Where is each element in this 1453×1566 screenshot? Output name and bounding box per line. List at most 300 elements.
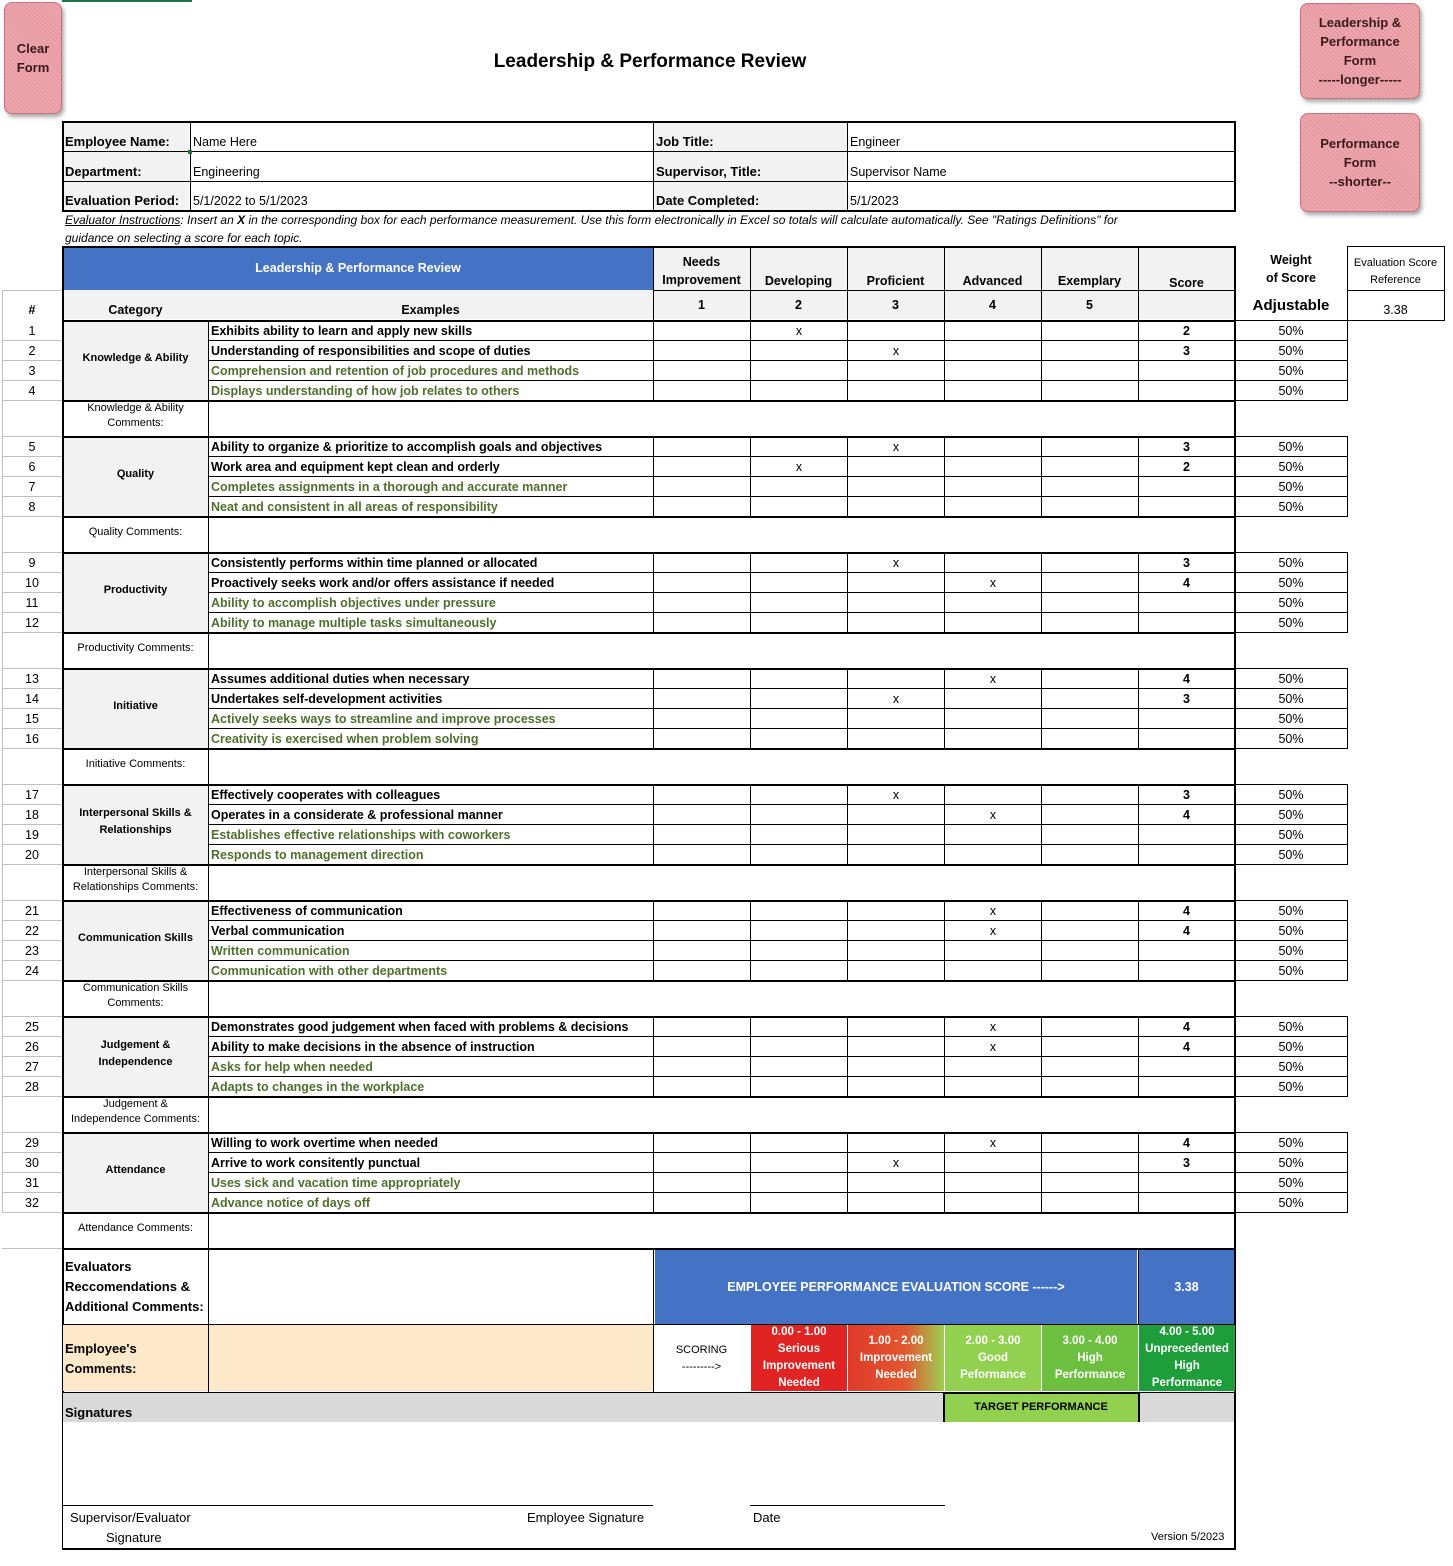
rating-cell[interactable] bbox=[945, 613, 1041, 632]
row-weight: 50% bbox=[1278, 944, 1304, 958]
comments-input[interactable] bbox=[209, 401, 1234, 435]
row-weight: 50% bbox=[1278, 460, 1304, 474]
rating-cell[interactable] bbox=[848, 941, 944, 960]
rating-cell[interactable] bbox=[848, 1173, 944, 1192]
rating-cell[interactable] bbox=[654, 381, 750, 400]
row-weight: 50% bbox=[1278, 384, 1304, 398]
example-text: Written communication bbox=[211, 944, 350, 958]
score-band bbox=[848, 1325, 944, 1391]
grid-line bbox=[62, 1016, 64, 1133]
score-band-text: Unprecedented bbox=[1145, 1343, 1229, 1355]
row-weight: 50% bbox=[1278, 596, 1304, 610]
rating-cell[interactable] bbox=[751, 689, 847, 708]
rating-cell[interactable] bbox=[1042, 1153, 1138, 1172]
rating-cell[interactable] bbox=[751, 785, 847, 804]
row-weight: 50% bbox=[1278, 1080, 1304, 1094]
rating-cell[interactable] bbox=[1042, 593, 1138, 612]
comments-input[interactable] bbox=[209, 865, 1234, 899]
rating-header-name: Advanced bbox=[962, 274, 1023, 288]
rating-cell[interactable] bbox=[848, 961, 944, 980]
grid-line bbox=[1234, 1132, 1236, 1249]
rating-cell[interactable] bbox=[945, 593, 1041, 612]
rating-cell[interactable] bbox=[848, 689, 944, 708]
rating-cell[interactable] bbox=[848, 729, 944, 748]
row-number: 2 bbox=[28, 344, 36, 358]
rating-cell[interactable] bbox=[945, 1133, 1041, 1152]
rating-cell[interactable] bbox=[848, 381, 944, 400]
rating-cell[interactable] bbox=[848, 1133, 944, 1152]
row-weight: 50% bbox=[1278, 500, 1304, 514]
rating-cell[interactable] bbox=[945, 961, 1041, 980]
rating-cell[interactable] bbox=[654, 341, 750, 360]
grid-line bbox=[2, 824, 62, 825]
rating-cell[interactable] bbox=[848, 573, 944, 592]
rating-cell[interactable] bbox=[751, 1057, 847, 1076]
rating-cell[interactable] bbox=[848, 1057, 944, 1076]
rating-cell[interactable] bbox=[945, 845, 1041, 864]
grid-line bbox=[1041, 1016, 1042, 1096]
grid-line bbox=[847, 900, 848, 980]
row-score: 3 bbox=[1183, 556, 1190, 570]
rating-cell[interactable] bbox=[751, 341, 847, 360]
grid-line bbox=[62, 1132, 64, 1249]
rating-cell[interactable] bbox=[751, 381, 847, 400]
grid-line bbox=[2, 572, 62, 573]
rating-cell[interactable] bbox=[945, 1037, 1041, 1056]
grid-line bbox=[2, 400, 62, 401]
rating-cell[interactable] bbox=[848, 845, 944, 864]
rating-cell[interactable] bbox=[654, 1173, 750, 1192]
rating-cell[interactable] bbox=[654, 805, 750, 824]
grid-line bbox=[2, 290, 62, 291]
rating-cell[interactable] bbox=[654, 825, 750, 844]
rating-cell[interactable] bbox=[751, 593, 847, 612]
rating-cell[interactable] bbox=[945, 477, 1041, 496]
comments-input[interactable] bbox=[209, 1213, 1234, 1247]
grid-line bbox=[2, 592, 62, 593]
rating-cell[interactable] bbox=[945, 729, 1041, 748]
grid-line bbox=[62, 1212, 1236, 1214]
rating-cell[interactable] bbox=[751, 709, 847, 728]
rating-cell[interactable] bbox=[848, 457, 944, 476]
rating-cell[interactable] bbox=[848, 361, 944, 380]
rating-cell[interactable] bbox=[654, 689, 750, 708]
rating-cell[interactable] bbox=[1042, 669, 1138, 688]
rating-mark: x bbox=[892, 1156, 900, 1170]
rating-cell[interactable] bbox=[848, 437, 944, 456]
example-text: Willing to work overtime when needed bbox=[211, 1136, 439, 1150]
clear-form-button[interactable]: Clear Form bbox=[4, 2, 62, 114]
row-score: 2 bbox=[1183, 460, 1190, 474]
grid-line bbox=[1235, 688, 1348, 689]
rating-cell[interactable] bbox=[751, 1193, 847, 1212]
grid-line bbox=[2, 552, 62, 553]
rating-cell[interactable] bbox=[1042, 1193, 1138, 1212]
rating-cell[interactable] bbox=[654, 497, 750, 516]
score-band bbox=[945, 1325, 1041, 1391]
grid-line bbox=[750, 436, 751, 516]
rating-cell[interactable] bbox=[1042, 729, 1138, 748]
row-number: 10 bbox=[25, 576, 39, 590]
rating-cell[interactable] bbox=[945, 709, 1041, 728]
rating-cell[interactable] bbox=[945, 573, 1041, 592]
rating-mark: x bbox=[989, 904, 997, 918]
header-hash: # bbox=[28, 303, 36, 317]
rating-cell[interactable] bbox=[1042, 321, 1138, 340]
row-number: 20 bbox=[25, 848, 39, 862]
row-score: 2 bbox=[1183, 324, 1190, 338]
grid-line bbox=[1041, 900, 1042, 980]
rating-mark: x bbox=[795, 460, 803, 474]
rating-cell[interactable] bbox=[1042, 573, 1138, 592]
comments-input[interactable] bbox=[209, 749, 1234, 783]
rating-cell[interactable] bbox=[848, 477, 944, 496]
grid-line bbox=[2, 476, 62, 477]
rating-mark: x bbox=[892, 344, 900, 358]
rating-cell[interactable] bbox=[945, 921, 1041, 940]
grid-line bbox=[750, 900, 751, 980]
grid-line bbox=[208, 784, 209, 900]
grid-line bbox=[1234, 552, 1236, 669]
comments-input[interactable] bbox=[209, 517, 1234, 551]
score-band-text: 0.00 - 1.00 bbox=[771, 1326, 827, 1338]
rating-mark: x bbox=[989, 808, 997, 822]
rating-cell[interactable] bbox=[945, 457, 1041, 476]
rating-cell[interactable] bbox=[945, 361, 1041, 380]
row-weight: 50% bbox=[1278, 672, 1304, 686]
rating-cell[interactable] bbox=[751, 729, 847, 748]
rating-cell[interactable] bbox=[654, 593, 750, 612]
rating-cell[interactable] bbox=[1042, 1057, 1138, 1076]
grid-line bbox=[1235, 804, 1348, 805]
performance-form-shorter-button[interactable]: Performance Form --shorter-- bbox=[1300, 113, 1420, 212]
rating-cell[interactable] bbox=[751, 845, 847, 864]
rating-cell[interactable] bbox=[751, 1037, 847, 1056]
grid-line bbox=[750, 784, 751, 864]
grid-line bbox=[1235, 400, 1348, 401]
signatures-label: Signatures bbox=[65, 1405, 133, 1420]
rating-cell[interactable] bbox=[654, 477, 750, 496]
comments-input[interactable] bbox=[209, 633, 1234, 667]
score-band-text: 4.00 - 5.00 bbox=[1159, 1326, 1215, 1338]
rating-cell[interactable] bbox=[654, 613, 750, 632]
rating-cell[interactable] bbox=[848, 1037, 944, 1056]
row-weight: 50% bbox=[1278, 324, 1304, 338]
rating-cell[interactable] bbox=[751, 921, 847, 940]
rating-header-number: 2 bbox=[795, 298, 802, 312]
rating-cell[interactable] bbox=[848, 901, 944, 920]
rating-cell[interactable] bbox=[945, 553, 1041, 572]
row-number: 6 bbox=[28, 460, 36, 474]
rating-cell[interactable] bbox=[945, 1193, 1041, 1212]
page-title: Leadership & Performance Review bbox=[493, 51, 807, 72]
rating-cell[interactable] bbox=[945, 1017, 1041, 1036]
category-label: Interpersonal Skills & bbox=[79, 807, 192, 819]
grid-line bbox=[847, 1016, 848, 1096]
rating-cell[interactable] bbox=[751, 1017, 847, 1036]
rating-cell[interactable] bbox=[848, 1017, 944, 1036]
grid-line bbox=[62, 320, 64, 437]
rating-cell[interactable] bbox=[848, 321, 944, 340]
rating-cell[interactable] bbox=[945, 1153, 1041, 1172]
grid-line bbox=[2, 380, 62, 381]
score-band-text: 3.00 - 4.00 bbox=[1062, 1334, 1118, 1347]
row-number: 14 bbox=[25, 692, 39, 706]
grid-line bbox=[62, 980, 1236, 982]
rating-cell[interactable] bbox=[751, 961, 847, 980]
grid-line bbox=[1235, 1212, 1348, 1213]
rating-cell[interactable] bbox=[751, 573, 847, 592]
rating-cell[interactable] bbox=[1042, 941, 1138, 960]
rating-cell[interactable] bbox=[654, 709, 750, 728]
rating-cell[interactable] bbox=[1042, 361, 1138, 380]
rating-cell[interactable] bbox=[1042, 437, 1138, 456]
rating-cell[interactable] bbox=[848, 825, 944, 844]
rating-cell[interactable] bbox=[654, 1077, 750, 1096]
row-weight: 50% bbox=[1278, 828, 1304, 842]
rating-cell[interactable] bbox=[654, 573, 750, 592]
grid-line bbox=[62, 1132, 1236, 1134]
rating-cell[interactable] bbox=[751, 477, 847, 496]
row-number: 32 bbox=[25, 1196, 39, 1210]
grid-line bbox=[2, 900, 62, 901]
rating-cell[interactable] bbox=[654, 361, 750, 380]
rating-cell[interactable] bbox=[654, 901, 750, 920]
rating-cell[interactable] bbox=[751, 457, 847, 476]
rating-cell[interactable] bbox=[654, 1037, 750, 1056]
rating-cell[interactable] bbox=[945, 1057, 1041, 1076]
score-band-text: 1.00 - 2.00 bbox=[868, 1334, 924, 1347]
rating-cell[interactable] bbox=[945, 1173, 1041, 1192]
example-text: Ability to make decisions in the absence of instruction bbox=[211, 1040, 535, 1054]
employee-comments-label: Comments: bbox=[65, 1361, 137, 1376]
rating-cell[interactable] bbox=[1042, 961, 1138, 980]
rating-cell[interactable] bbox=[848, 785, 944, 804]
rating-cell[interactable] bbox=[945, 437, 1041, 456]
grid-line bbox=[208, 552, 209, 668]
reference-label: Reference bbox=[1370, 274, 1421, 286]
rating-cell[interactable] bbox=[654, 553, 750, 572]
rating-cell[interactable] bbox=[1042, 553, 1138, 572]
row-number: 13 bbox=[25, 672, 39, 686]
grid-line bbox=[944, 320, 945, 400]
score-band-text: Needed bbox=[778, 1377, 820, 1389]
rating-cell[interactable] bbox=[945, 669, 1041, 688]
example-text: Establishes effective relationships with coworkers bbox=[211, 828, 511, 842]
rating-cell[interactable] bbox=[848, 553, 944, 572]
grid-line bbox=[847, 784, 848, 864]
rating-cell[interactable] bbox=[848, 921, 944, 940]
rating-cell[interactable] bbox=[1042, 1173, 1138, 1192]
grid-line bbox=[2, 960, 62, 961]
row-weight: 50% bbox=[1278, 1136, 1304, 1150]
rating-cell[interactable] bbox=[654, 729, 750, 748]
rating-cell[interactable] bbox=[654, 1057, 750, 1076]
rating-cell[interactable] bbox=[654, 321, 750, 340]
rating-cell[interactable] bbox=[945, 901, 1041, 920]
rating-cell[interactable] bbox=[751, 1133, 847, 1152]
rating-cell[interactable] bbox=[1042, 1133, 1138, 1152]
recommendations-input[interactable] bbox=[209, 1250, 652, 1323]
header-examples: Examples bbox=[401, 303, 460, 317]
rating-cell[interactable] bbox=[751, 669, 847, 688]
rating-cell[interactable] bbox=[654, 961, 750, 980]
rating-cell[interactable] bbox=[654, 457, 750, 476]
rating-cell[interactable] bbox=[1042, 785, 1138, 804]
row-score: 4 bbox=[1183, 1136, 1190, 1150]
rating-cell[interactable] bbox=[654, 1193, 750, 1212]
category-label: Relationships bbox=[99, 824, 172, 836]
grid-line bbox=[2, 748, 62, 749]
evaluation-score-label: EMPLOYEE PERFORMANCE EVALUATION SCORE ------> bbox=[727, 1280, 1065, 1294]
rating-cell[interactable] bbox=[848, 497, 944, 516]
score-band-text: Good bbox=[977, 1351, 1009, 1364]
rating-cell[interactable] bbox=[848, 1153, 944, 1172]
rating-cell[interactable] bbox=[1042, 825, 1138, 844]
rating-cell[interactable] bbox=[848, 613, 944, 632]
rating-cell[interactable] bbox=[751, 825, 847, 844]
row-number: 29 bbox=[25, 1136, 39, 1150]
row-score: 3 bbox=[1183, 344, 1190, 358]
rating-cell[interactable] bbox=[945, 321, 1041, 340]
grid-line bbox=[208, 1132, 209, 1248]
grid-line bbox=[1347, 784, 1348, 865]
rating-cell[interactable] bbox=[751, 1077, 847, 1096]
scoring-arrow: ---------> bbox=[681, 1361, 722, 1373]
rating-cell[interactable] bbox=[945, 689, 1041, 708]
grid-line bbox=[62, 784, 64, 901]
grid-line bbox=[1234, 121, 1236, 212]
rating-cell[interactable] bbox=[751, 901, 847, 920]
evaluation-period-label: Evaluation Period: bbox=[65, 193, 180, 208]
rating-cell[interactable] bbox=[1042, 805, 1138, 824]
rating-cell[interactable] bbox=[751, 613, 847, 632]
comments-input[interactable] bbox=[209, 981, 1234, 1015]
rating-cell[interactable] bbox=[751, 497, 847, 516]
rating-cell[interactable] bbox=[1042, 381, 1138, 400]
rating-cell[interactable] bbox=[848, 805, 944, 824]
example-text: Responds to management direction bbox=[211, 848, 424, 862]
grid-line bbox=[944, 1016, 945, 1096]
rating-cell[interactable] bbox=[1042, 1077, 1138, 1096]
rating-cell[interactable] bbox=[848, 1193, 944, 1212]
grid-line bbox=[1235, 824, 1348, 825]
rating-cell[interactable] bbox=[1042, 1037, 1138, 1056]
grid-line bbox=[2, 1056, 62, 1057]
rating-cell[interactable] bbox=[848, 709, 944, 728]
rating-cell[interactable] bbox=[751, 1173, 847, 1192]
score-band-text: Needed bbox=[875, 1368, 917, 1381]
grid-line bbox=[62, 1016, 1236, 1018]
grid-line bbox=[944, 900, 945, 980]
rating-cell[interactable] bbox=[654, 1133, 750, 1152]
rating-cell[interactable] bbox=[1042, 477, 1138, 496]
grid-line bbox=[1235, 920, 1348, 921]
comments-label: Interpersonal Skills & bbox=[83, 866, 188, 878]
rating-cell[interactable] bbox=[751, 361, 847, 380]
rating-cell[interactable] bbox=[1042, 709, 1138, 728]
rating-cell[interactable] bbox=[1042, 689, 1138, 708]
rating-cell[interactable] bbox=[945, 381, 1041, 400]
rating-cell[interactable] bbox=[654, 437, 750, 456]
rating-cell[interactable] bbox=[945, 1077, 1041, 1096]
rating-cell[interactable] bbox=[751, 1153, 847, 1172]
rating-cell[interactable] bbox=[654, 1153, 750, 1172]
rating-cell[interactable] bbox=[945, 785, 1041, 804]
rating-cell[interactable] bbox=[848, 341, 944, 360]
rating-cell[interactable] bbox=[654, 921, 750, 940]
example-text: Arrive to work consitently punctual bbox=[211, 1156, 421, 1170]
rating-cell[interactable] bbox=[751, 437, 847, 456]
rating-cell[interactable] bbox=[945, 341, 1041, 360]
grid-line bbox=[62, 121, 1236, 123]
rating-cell[interactable] bbox=[654, 941, 750, 960]
example-text: Displays understanding of how job relates to others bbox=[211, 384, 520, 398]
rating-cell[interactable] bbox=[751, 941, 847, 960]
rating-cell[interactable] bbox=[1042, 497, 1138, 516]
row-score: 3 bbox=[1183, 1156, 1190, 1170]
department-value: Engineering bbox=[193, 165, 260, 179]
rating-cell[interactable] bbox=[945, 825, 1041, 844]
row-weight: 50% bbox=[1278, 1040, 1304, 1054]
rating-mark: x bbox=[989, 924, 997, 938]
grid-line bbox=[1235, 612, 1348, 613]
grid-line bbox=[2, 612, 62, 613]
grid-line bbox=[2, 290, 3, 1213]
rating-cell[interactable] bbox=[945, 805, 1041, 824]
row-number: 27 bbox=[25, 1060, 39, 1074]
rating-cell[interactable] bbox=[654, 845, 750, 864]
rating-cell[interactable] bbox=[751, 553, 847, 572]
grid-line bbox=[1041, 552, 1042, 632]
grid-line bbox=[653, 900, 654, 980]
grid-line bbox=[1235, 708, 1348, 709]
row-weight: 50% bbox=[1278, 440, 1304, 454]
rating-cell[interactable] bbox=[848, 1077, 944, 1096]
rating-cell[interactable] bbox=[1042, 845, 1138, 864]
example-text: Assumes additional duties when necessary bbox=[211, 672, 470, 686]
rating-cell[interactable] bbox=[1042, 341, 1138, 360]
score-band-text: Performance bbox=[1054, 1368, 1126, 1381]
rating-cell[interactable] bbox=[751, 321, 847, 340]
rating-cell[interactable] bbox=[848, 593, 944, 612]
rating-cell[interactable] bbox=[1042, 901, 1138, 920]
rating-cell[interactable] bbox=[751, 805, 847, 824]
rating-cell[interactable] bbox=[1042, 613, 1138, 632]
row-score: 4 bbox=[1183, 904, 1190, 918]
rating-cell[interactable] bbox=[945, 497, 1041, 516]
leadership-form-longer-button[interactable]: Leadership & Performance Form -----longer----- bbox=[1300, 3, 1420, 99]
rating-cell[interactable] bbox=[945, 941, 1041, 960]
grid-line bbox=[2, 940, 62, 941]
rating-cell[interactable] bbox=[654, 669, 750, 688]
grid-line bbox=[2, 360, 62, 361]
rating-cell[interactable] bbox=[1042, 921, 1138, 940]
employee-comments-input[interactable] bbox=[209, 1325, 652, 1391]
grid-line bbox=[1347, 668, 1348, 749]
grid-line bbox=[2, 516, 62, 517]
date-completed-label: Date Completed: bbox=[656, 193, 760, 208]
comments-input[interactable] bbox=[209, 1097, 1234, 1131]
grid-line bbox=[2, 804, 62, 805]
example-text: Ability to accomplish objectives under pressure bbox=[211, 596, 496, 610]
rating-cell[interactable] bbox=[1042, 1017, 1138, 1036]
rating-cell[interactable] bbox=[848, 669, 944, 688]
rating-cell[interactable] bbox=[654, 1017, 750, 1036]
rating-cell[interactable] bbox=[654, 785, 750, 804]
rating-cell[interactable] bbox=[1042, 457, 1138, 476]
evaluation-score-value: 3.38 bbox=[1174, 1280, 1199, 1294]
